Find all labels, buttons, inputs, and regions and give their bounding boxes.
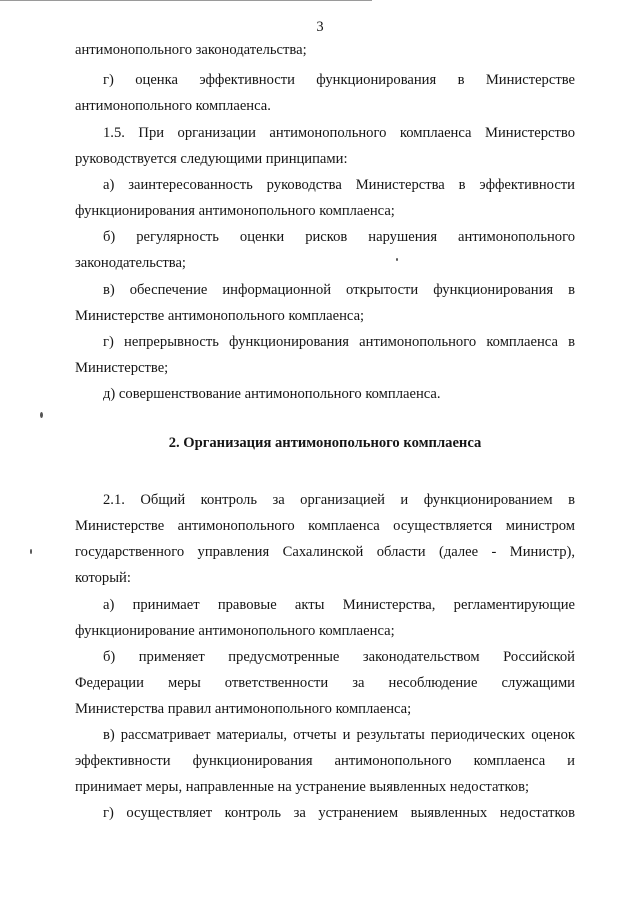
text-line: Министерстве; bbox=[75, 360, 169, 376]
text-line: антимонопольного комплаенса. bbox=[75, 98, 271, 114]
text-line: г) осуществляет контроль за устранением выявленных недостатков bbox=[103, 805, 575, 821]
text-line: г) оценка эффективности функционирования в Министерстве bbox=[103, 72, 575, 88]
text-line: Министерства правил антимонопольного комплаенса; bbox=[75, 701, 412, 717]
scan-speck bbox=[40, 412, 43, 418]
text-line: в) обеспечение информационной открытости функционирования в bbox=[103, 282, 575, 298]
text-line: д) совершенствование антимонопольного комплаенса. bbox=[103, 386, 441, 402]
text-line: руководствуется следующими принципами: bbox=[75, 151, 348, 167]
text-line: законодательства; bbox=[75, 255, 186, 271]
page-number: 3 bbox=[316, 19, 324, 35]
scan-speck bbox=[30, 549, 32, 554]
text-line: г) непрерывность функционирования антимонопольного комплаенса в bbox=[103, 334, 575, 350]
section-heading: 2. Организация антимонопольного комплаенса bbox=[168, 435, 482, 451]
text-line: а) заинтересованность руководства Министерства в эффективности bbox=[103, 177, 575, 193]
scan-speck bbox=[396, 258, 398, 261]
text-line: функционирование антимонопольного комплаенса; bbox=[75, 623, 395, 639]
text-line: Министерстве антимонопольного комплаенса осуществляется министром bbox=[75, 518, 575, 534]
text-line: в) рассматривает материалы, отчеты и результаты периодических оценок bbox=[103, 727, 575, 743]
text-line: государственного управления Сахалинской области (далее - Министр), bbox=[75, 544, 575, 560]
text-line: Федерации меры ответственности за несоблюдение служащими bbox=[75, 675, 575, 691]
text-line: эффективности функционирования антимонопольного комплаенса и bbox=[75, 753, 575, 769]
text-line: 2.1. Общий контроль за организацией и функционированием в bbox=[103, 492, 575, 508]
text-line: а) принимает правовые акты Министерства, регламентирующие bbox=[103, 597, 575, 613]
text-line: принимает меры, направленные на устранение выявленных недостатков; bbox=[75, 779, 530, 795]
text-line: б) применяет предусмотренные законодательством Российской bbox=[103, 649, 575, 665]
text-line: Министерстве антимонопольного комплаенса; bbox=[75, 308, 365, 324]
text-line: антимонопольного законодательства; bbox=[75, 42, 307, 58]
text-line: 1.5. При организации антимонопольного комплаенса Министерство bbox=[103, 125, 575, 141]
text-line: который: bbox=[75, 570, 131, 586]
scan-top-edge bbox=[0, 0, 372, 1]
text-line: б) регулярность оценки рисков нарушения антимонопольного bbox=[103, 229, 575, 245]
text-line: функционирования антимонопольного комплаенса; bbox=[75, 203, 395, 219]
